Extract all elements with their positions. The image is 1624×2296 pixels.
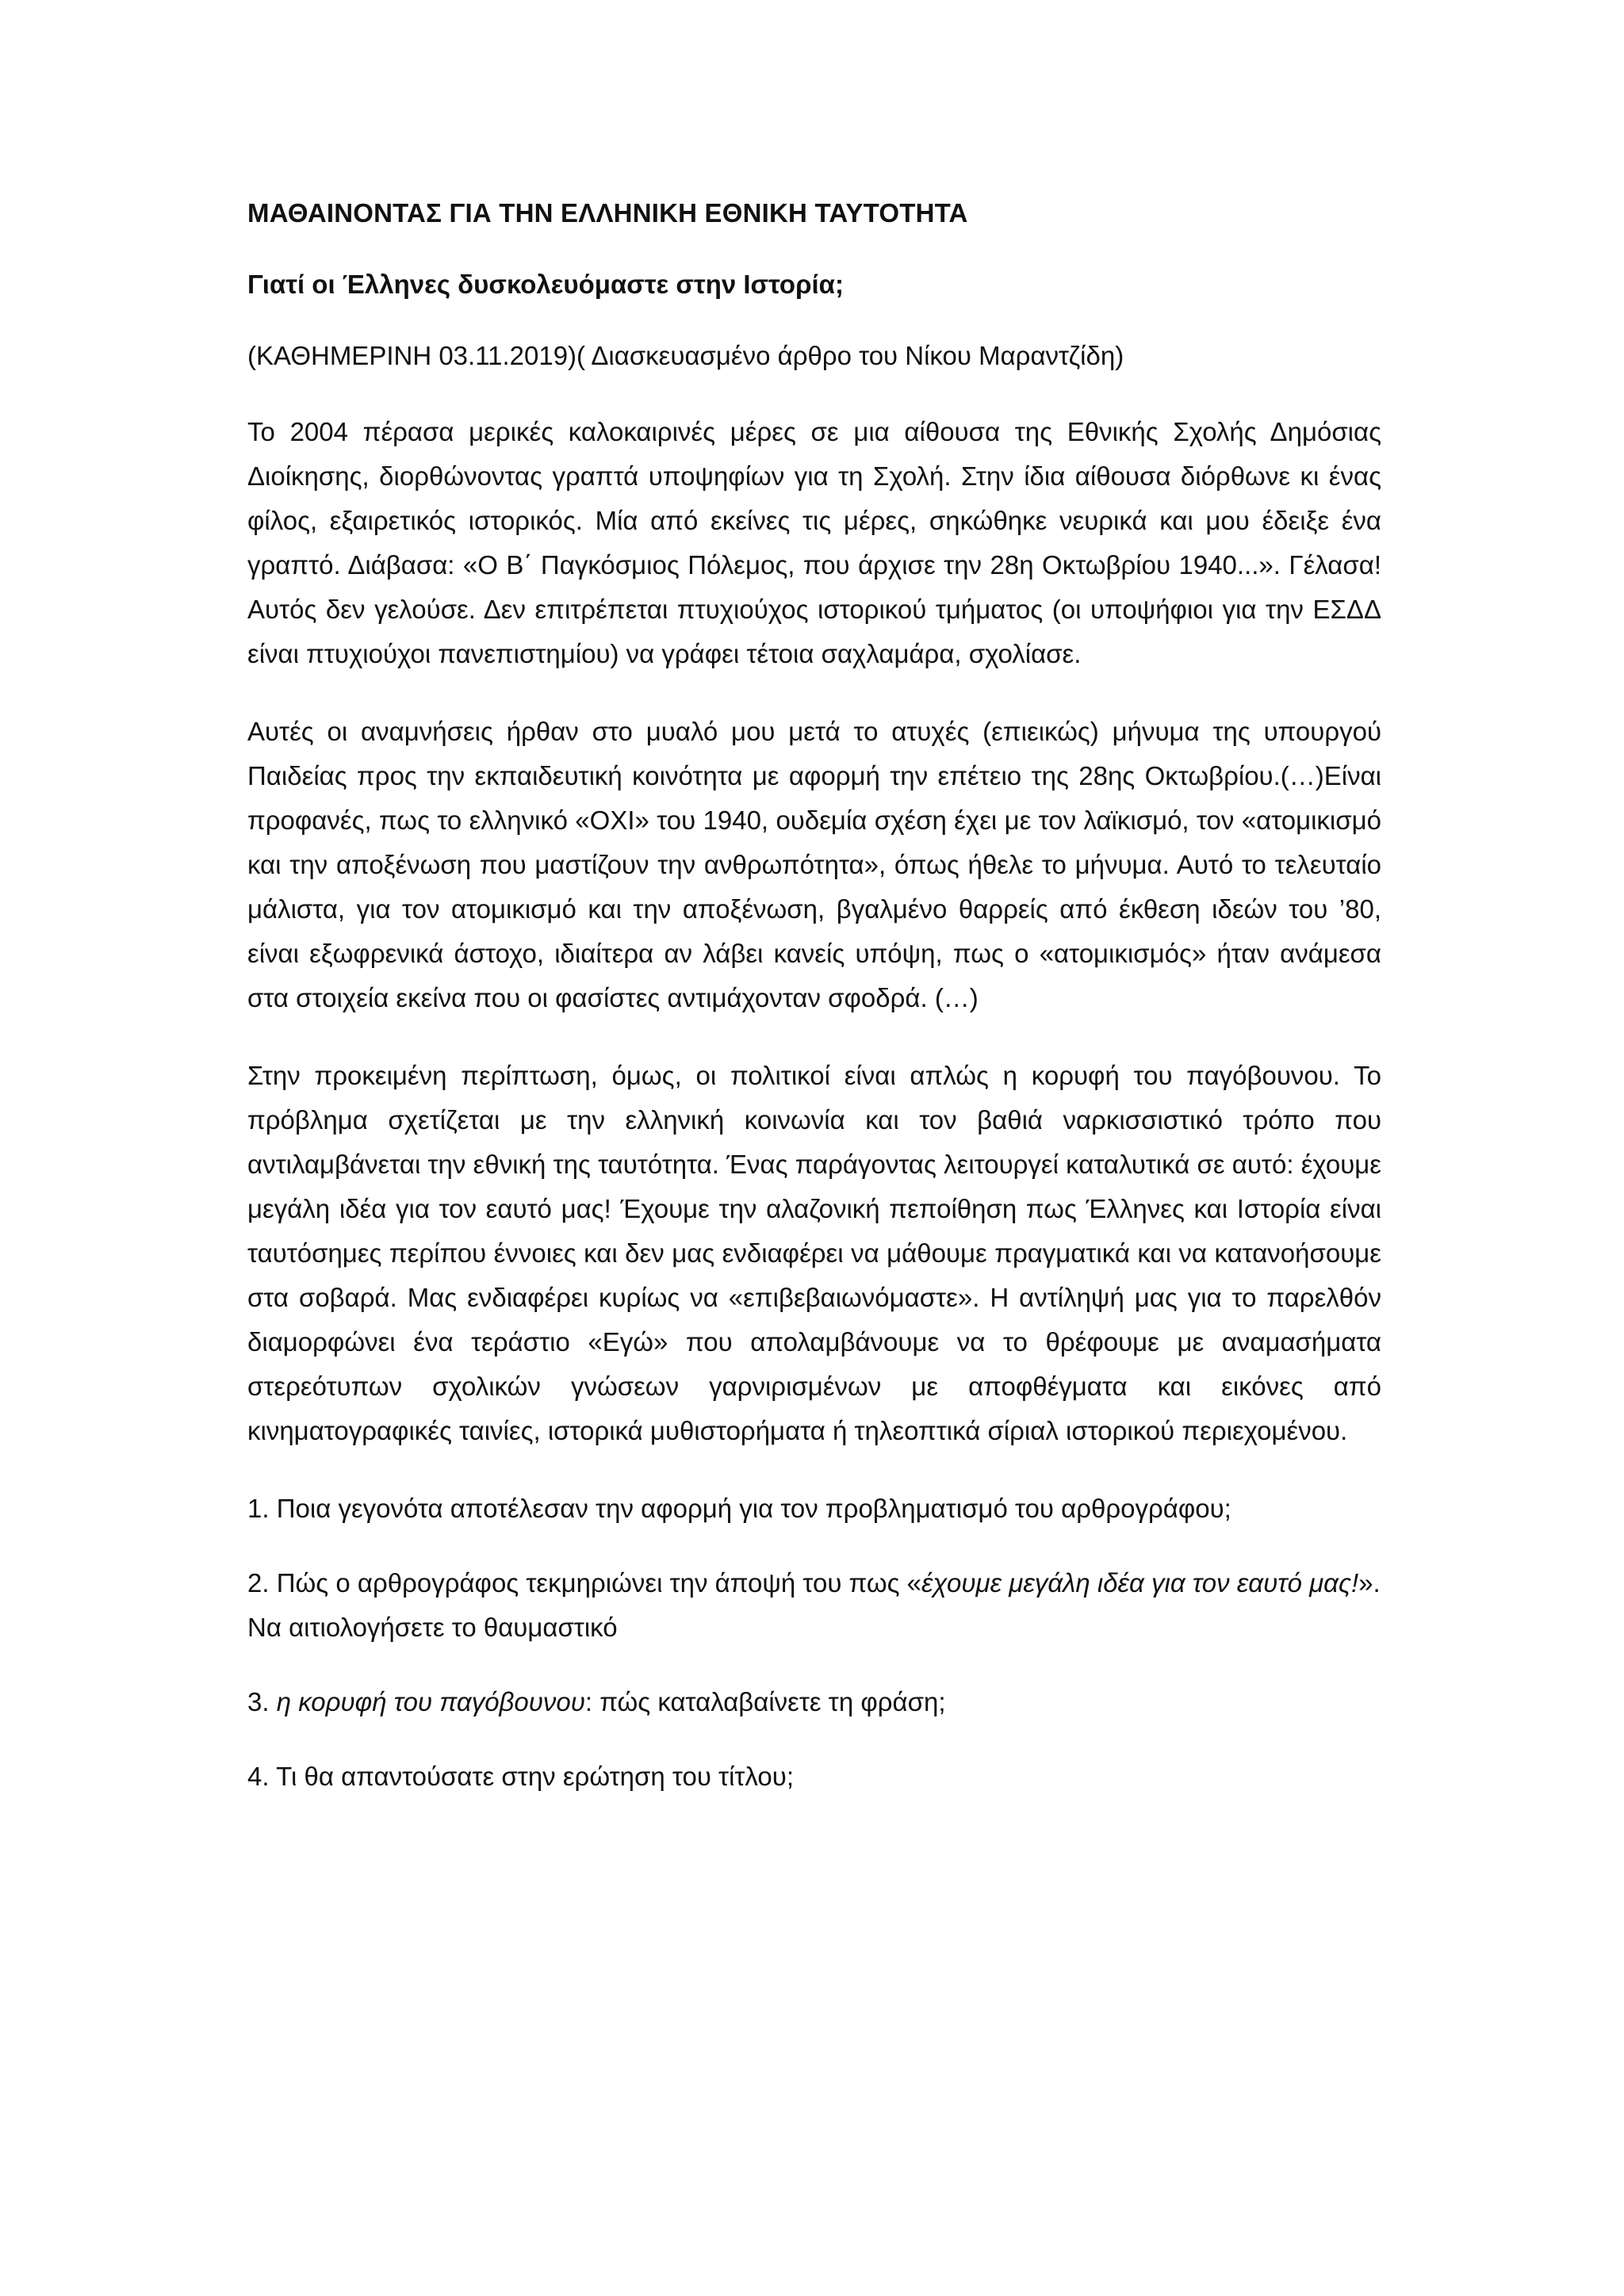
question-2: [247, 1561, 1381, 1650]
question-3-prefix: 3.: [247, 1687, 277, 1716]
question-3-suffix: : πώς καταλαβαίνετε τη φράση;: [584, 1687, 946, 1716]
question-4: 4. Τι θα απαντούσατε στην ερώτηση του τίτλου;: [247, 1762, 795, 1791]
question-2-quote: έχουμε μεγάλη ιδέα για τον εαυτό μας!: [921, 1568, 1359, 1598]
paragraph-1: Το 2004 πέρασα μερικές καλοκαιρινές μέρες σε μια αίθουσα της Εθνικής Σχολής Δημόσιας Διοίκησης, διορθώνοντας γραπτά υποψηφίων για τη Σχολή. Στην ίδια αίθουσα διόρθωνε κι ένας φίλος, εξαιρετικός ιστορικός. Μία από εκείνες τις μέρες, σηκώθηκε νευρικά και μου έδειξε ένα γραπτό. Διάβασα: «Ο Β΄ Παγκόσμιος Πόλεμος, που άρχισε την 28η Οκτωβρίου 1940...». Γέλασα! Αυτός δεν γελούσε. Δεν επιτρέπεται πτυχιούχος ιστορικού τμήματος (οι υποψήφιοι για την ΕΣΔΔ είναι πτυχιούχοι πανεπιστημίου) να γράφει τέτοια σαχλαμάρα, σχολίασε.: [247, 417, 1381, 668]
document-subtitle: Γιατί οι Έλληνες δυσκολευόμαστε στην Ιστορία;: [247, 270, 844, 299]
question-1: 1. Ποια γεγονότα αποτέλεσαν την αφορμή για τον προβληματισμό του αρθρογράφου;: [247, 1494, 1231, 1523]
question-3-phrase: η κορυφή του παγόβουνου: [276, 1687, 585, 1716]
document-title: ΜΑΘΑΙΝΟΝΤΑΣ ΓΙΑ ΤΗΝ ΕΛΛΗΝΙΚΗ ΕΘΝΙΚΗ ΤΑΥΤΟΤΗΤΑ: [247, 198, 968, 228]
question-2-suffix: ». Να αιτιολογήσετε το θαυμαστικό: [247, 1568, 1381, 1642]
question-3: [247, 1680, 1381, 1724]
article-source: (ΚΑΘΗΜΕΡΙΝΗ 03.11.2019)( Διασκευασμένο άρθρο του Νίκου Μαραντζίδη): [247, 341, 1124, 370]
paragraph-3: Στην προκειμένη περίπτωση, όμως, οι πολιτικοί είναι απλώς η κορυφή του παγόβουνου. Το πρόβλημα σχετίζεται με την ελληνική κοινωνία και τον βαθιά ναρκισσιστικό τρόπο που αντιλαμβάνεται την εθνική της ταυτότητα. Ένας παράγοντας λειτουργεί καταλυτικά σε αυτό: έχουμε μεγάλη ιδέα για τον εαυτό μας! Έχουμε την αλαζονική πεποίθηση πως Έλληνες και Ιστορία είναι ταυτόσημες περίπου έννοιες και δεν μας ενδιαφέρει να μάθουμε πραγματικά και να κατανοήσουμε στα σοβαρά. Μας ενδιαφέρει κυρίως να «επιβεβαιωνόμαστε». Η αντίληψή μας για το παρελθόν διαμορφώνει ένα τεράστιο «Εγώ» που απολαμβάνουμε να το θρέφουμε με αναμασήματα στερεότυπων σχολικών γνώσεων γαρνιρισμένων με αποφθέγματα και εικόνες από κινηματογραφικές ταινίες, ιστορικά μυθιστορήματα ή τηλεοπτικά σίριαλ ιστορικού περιεχομένου.: [247, 1061, 1381, 1445]
question-2-prefix: 2. Πώς ο αρθρογράφος τεκμηριώνει την άποψή του πως «: [247, 1568, 922, 1598]
paragraph-2: Αυτές οι αναμνήσεις ήρθαν στο μυαλό μου μετά το ατυχές (επιεικώς) μήνυμα της υπουργού Παιδείας προς την εκπαιδευτική κοινότητα με αφορμή την επέτειο της 28ης Οκτωβρίου.(…)Είναι προφανές, πως το ελληνικό «ΟΧΙ» του 1940, ουδεμία σχέση έχει με τον λαϊκισμό, τον «ατομικισμό και την αποξένωση που μαστίζουν την ανθρωπότητα», όπως ήθελε το μήνυμα. Αυτό το τελευταίο μάλιστα, για τον ατομικισμό και την αποξένωση, βγαλμένο θαρρείς από έκθεση ιδεών του ’80, είναι εξωφρενικά άστοχο, ιδιαίτερα αν λάβει κανείς υπόψη, πως ο «ατομικισμός» ήταν ανάμεσα στα στοιχεία εκείνα που οι φασίστες αντιμάχονταν σφοδρά. (…): [247, 717, 1381, 1012]
document-page: [247, 194, 1381, 1829]
